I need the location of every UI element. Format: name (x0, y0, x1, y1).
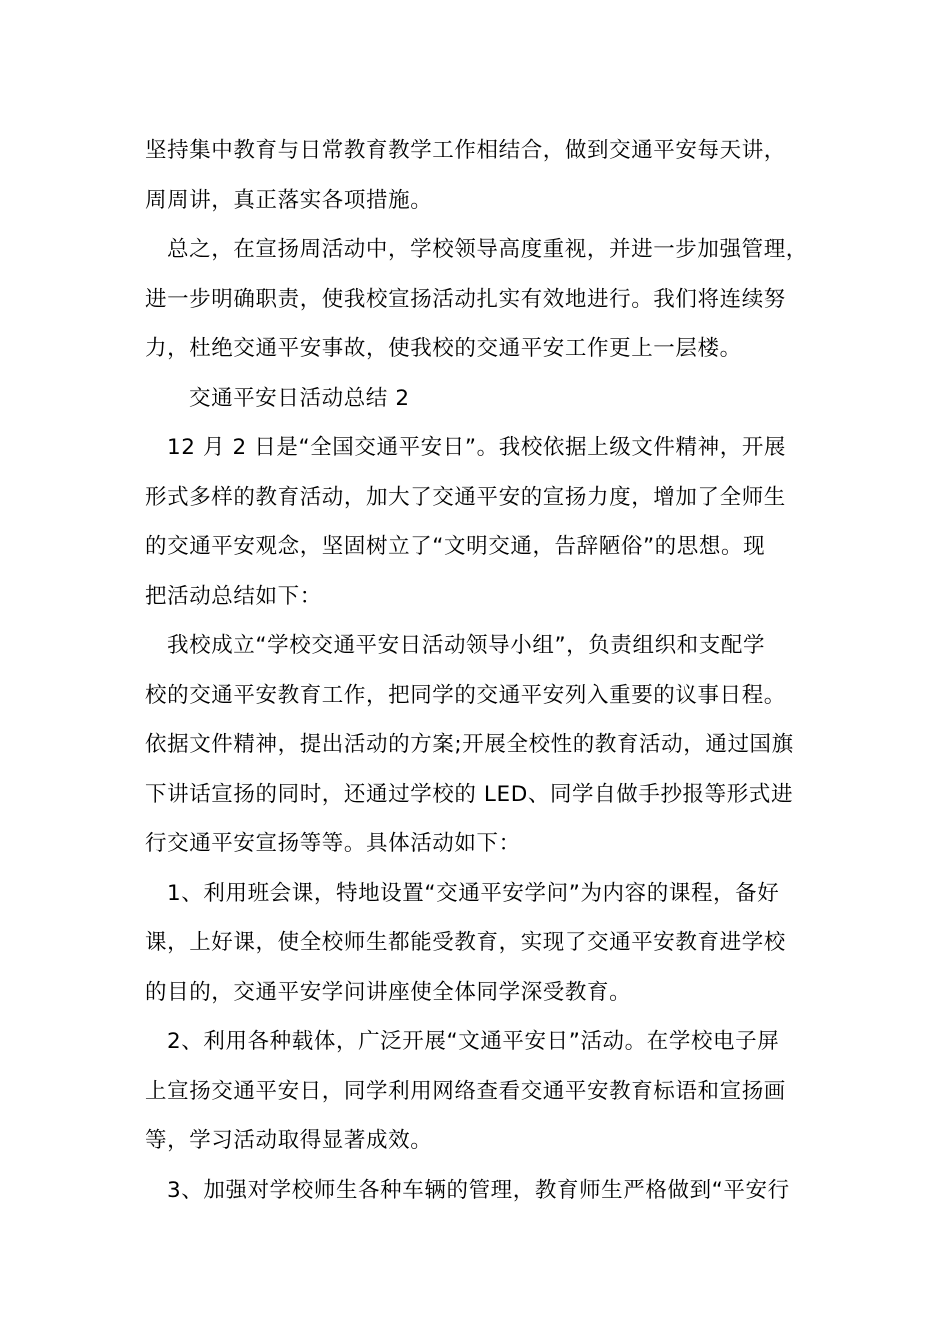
paragraph-start: 12 月 2 日是“全国交通平安日”。我校依据上级文件精神，开展 (167, 435, 787, 460)
list-item-1: 1、利用班会课，特地设置“交通平安学问”为内容的课程，备好 (167, 880, 780, 906)
text-line: 力，杜绝交通平安事故，使我校的交通平安工作更上一层楼。 (145, 336, 742, 361)
text-line: 依据文件精神，提出活动的方案;开展全校性的教育活动，通过国旗 (145, 732, 794, 757)
text-line: 形式多样的教育活动，加大了交通平安的宣扬力度，增加了全师生 (145, 484, 786, 510)
text-line: 校的交通平安教育工作，把同学的交通平安列入重要的议事日程。 (145, 682, 786, 708)
paragraph-start: 总之，在宣扬周活动中，学校领导高度重视，并进一步加强管理， (167, 237, 808, 262)
text-line: 周周讲，真正落实各项措施。 (145, 187, 433, 213)
text-line: 的交通平安观念，坚固树立了“文明交通，告辞陋俗”的思想。现 (145, 534, 766, 559)
text-line: 的目的，交通平安学问讲座使全体同学深受教育。 (145, 979, 632, 1005)
text-line: 把活动总结如下： (145, 583, 322, 609)
text-line: 坚持集中教育与日常教育教学工作相结合，做到交通平安每天讲， (145, 138, 786, 163)
text-line: 下讲话宣扬的同时，还通过学校的 LED、同学自做手抄报等形式进 (145, 781, 794, 807)
text-line: 进一步明确职责，使我校宣扬活动扎实有效地进行。我们将连续努 (145, 286, 786, 312)
list-item-2: 2、利用各种载体，广泛开展“文通平安日”活动。在学校电子屏 (167, 1029, 780, 1054)
section-heading: 交通平安日活动总结 2 (189, 385, 410, 411)
paragraph-start: 我校成立“学校交通平安日活动领导小组”，负责组织和支配学 (167, 633, 766, 658)
text-line: 等，学习活动取得显著成效。 (145, 1128, 433, 1153)
text-line: 上宣扬交通平安日，同学利用网络查看交通平安教育标语和宣扬画 (145, 1078, 786, 1104)
list-item-3: 3、加强对学校师生各种车辆的管理，教育师生严格做到“平安行 (167, 1177, 790, 1203)
text-line: 行交通平安宣扬等等。具体活动如下： (145, 831, 521, 856)
document-page (145, 126, 835, 1215)
text-line: 课，上好课，使全校师生都能受教育，实现了交通平安教育进学校 (145, 930, 786, 955)
